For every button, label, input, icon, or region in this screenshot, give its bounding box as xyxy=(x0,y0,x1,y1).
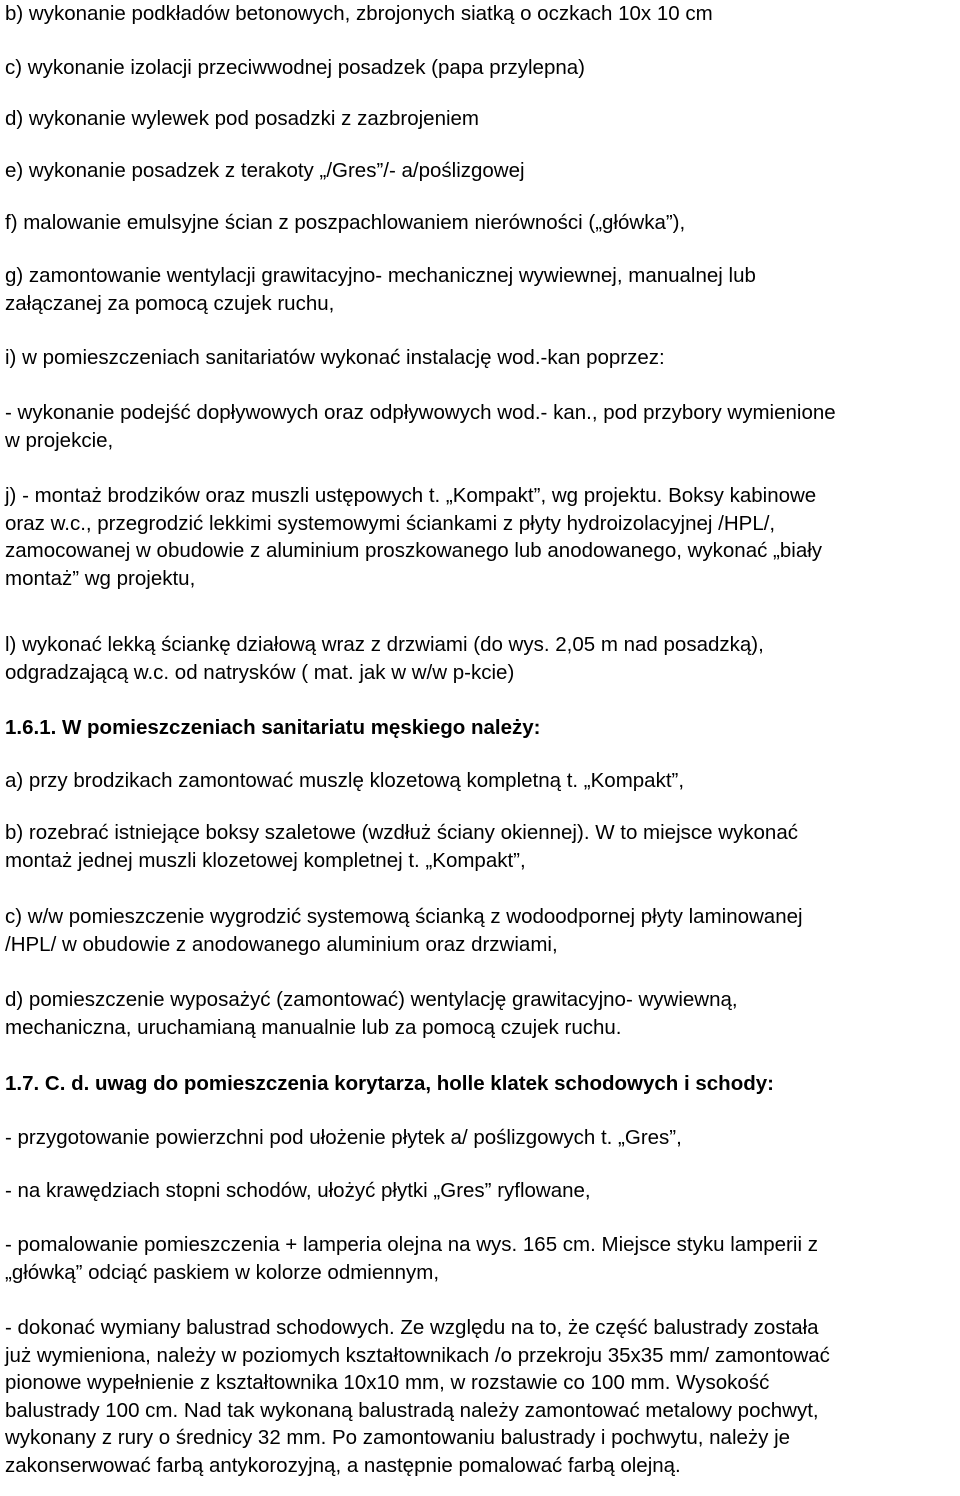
text-line: w projekcie, xyxy=(5,428,114,452)
text-line: wykonany z rury o średnicy 32 mm. Po zamontowaniu balustrady i pochwytu, należy je xyxy=(5,1426,791,1449)
text-line: - wykonanie podejść dopływowych oraz odpływowych wod.- kan., pod przybory wymienione xyxy=(5,401,836,424)
paragraph-j xyxy=(5,482,957,592)
text-line: b) rozebrać istniejące boksy szaletowe (wzdłuż ściany okiennej). W to miejsce wykonać xyxy=(5,821,798,844)
text-line: odgradzającą w.c. od natrysków ( mat. jak w w/w p-kcie) xyxy=(5,660,515,684)
text-line: d) pomieszczenie wyposażyć (zamontować) wentylację grawitacyjno- wywiewną, xyxy=(5,988,738,1011)
text-line: - pomalowanie pomieszczenia + lamperia olejna na wys. 165 cm. Miejsce styku lamperii z xyxy=(5,1233,818,1256)
paragraph-k3 xyxy=(5,1231,957,1286)
text-line: montaż” wg projektu, xyxy=(5,566,196,590)
paragraph-i xyxy=(5,344,957,372)
text-line: - dokonać wymiany balustrad schodowych. Ze względu na to, że część balustrady została xyxy=(5,1316,819,1339)
text-line: c) w/w pomieszczenie wygrodzić systemową ścianką z wodoodpornej płyty laminowanej xyxy=(5,905,803,928)
text-line: f) malowanie emulsyjne ścian z poszpachlowaniem nierówności („główka”), xyxy=(5,211,686,234)
text-line: d) wykonanie wylewek pod posadzki z zazbrojeniem xyxy=(5,107,480,130)
paragraph-k4 xyxy=(5,1314,957,1479)
paragraph-b xyxy=(5,0,957,28)
paragraph-l xyxy=(5,631,957,686)
paragraph-b2 xyxy=(5,819,957,874)
paragraph-d2 xyxy=(5,986,957,1041)
paragraph-i-item xyxy=(5,399,957,454)
text-line: g) zamontowanie wentylacji grawitacyjno- mechanicznej wywiewnej, manualnej lub xyxy=(5,264,756,287)
text-line: a) przy brodzikach zamontować muszlę klozetową kompletną t. „Kompakt”, xyxy=(5,769,685,792)
text-line: e) wykonanie posadzek z terakoty „/Gres”/- a/poślizgowej xyxy=(5,159,525,182)
paragraph-k2 xyxy=(5,1177,957,1205)
text-line: pionowe wypełnienie z kształtownika 10x10 mm, w rozstawie co 100 mm. Wysokość xyxy=(5,1371,770,1394)
text-line: zakonserwować farbą antykorozyjną, a następnie pomalować farbą olejną. xyxy=(5,1453,681,1477)
paragraph-d xyxy=(5,105,957,133)
paragraph-g xyxy=(5,262,957,317)
text-line: /HPL/ w obudowie z anodowanego aluminium oraz drzwiami, xyxy=(5,932,558,956)
paragraph-k1 xyxy=(5,1124,957,1152)
text-line: załączanej za pomocą czujek ruchu, xyxy=(5,291,335,315)
section-heading-1-7 xyxy=(5,1070,957,1098)
text-line: już wymieniona, należy w poziomych kształtownikach /o przekroju 35x35 mm/ zamontować xyxy=(5,1343,830,1367)
text-line: j) - montaż brodzików oraz muszli ustępowych t. „Kompakt”, wg projektu. Boksy kabinowe xyxy=(5,484,817,507)
text-line: montaż jednej muszli klozetowej kompletnej t. „Kompakt”, xyxy=(5,848,526,872)
text-line: „główką” odciąć paskiem w kolorze odmiennym, xyxy=(5,1260,440,1284)
text-line: l) wykonać lekką ściankę działową wraz z drzwiami (do wys. 2,05 m nad posadzką), xyxy=(5,633,764,656)
text-line: c) wykonanie izolacji przeciwwodnej posadzek (papa przylepna) xyxy=(5,56,585,79)
text-line: balustrady 100 cm. Nad tak wykonaną balustradą należy zamontować metalowy pochwyt, xyxy=(5,1398,819,1422)
paragraph-f xyxy=(5,209,957,237)
text-line: - na krawędziach stopni schodów, ułożyć płytki „Gres” ryflowane, xyxy=(5,1179,591,1202)
text-line: mechaniczna, uruchamianą manualnie lub za pomocą czujek ruchu. xyxy=(5,1015,622,1039)
text-line: - przygotowanie powierzchni pod ułożenie płytek a/ poślizgowych t. „Gres”, xyxy=(5,1126,682,1149)
paragraph-e xyxy=(5,157,957,185)
paragraph-a2 xyxy=(5,767,957,795)
paragraph-c2 xyxy=(5,903,957,958)
text-line: zamocowanej w obudowie z aluminium proszkowanego lub anodowanego, wykonać „biały xyxy=(5,539,823,562)
section-heading-1-6-1 xyxy=(5,714,957,742)
heading-line: 1.6.1. W pomieszczeniach sanitariatu męskiego należy: xyxy=(5,716,541,739)
paragraph-c xyxy=(5,54,957,82)
heading-line: 1.7. C. d. uwag do pomieszczenia korytarza, holle klatek schodowych i schody: xyxy=(5,1072,774,1095)
text-line: oraz w.c., przegrodzić lekkimi systemowymi ściankami z płyty hydroizolacyjnej /HPL/, xyxy=(5,511,776,535)
text-line: i) w pomieszczeniach sanitariatów wykonać instalację wod.-kan poprzez: xyxy=(5,346,665,369)
text-line: b) wykonanie podkładów betonowych, zbrojonych siatką o oczkach 10x 10 cm xyxy=(5,2,713,25)
